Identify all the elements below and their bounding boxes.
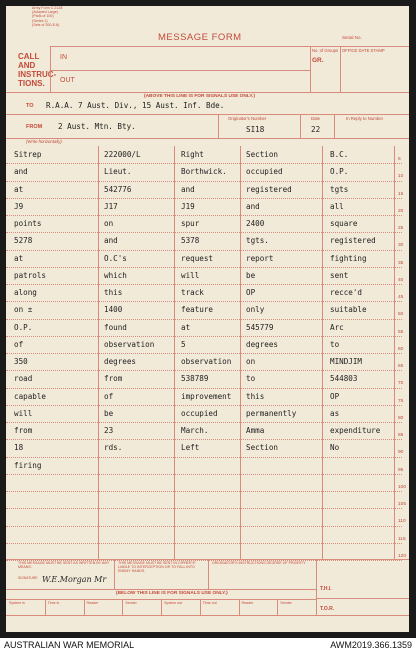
grid-row-rule [6,474,402,475]
message-word: 5 [181,339,186,349]
rule-in-out [50,70,310,71]
footer-column-label: System out [164,601,182,605]
message-word: J17 [104,201,118,211]
message-word: 544803 [330,374,358,384]
message-word: at [14,253,24,263]
message-word: spur [181,219,200,228]
message-word: will [181,270,200,280]
message-word: 5278 [14,236,33,246]
message-word: track [181,288,204,297]
from-label: FROM [26,124,43,130]
message-word: capable [14,391,47,401]
message-word: Section [246,150,279,159]
army-form-line: (Series 1) [32,18,48,23]
message-form-sheet [6,6,409,632]
row-number: 100 [398,484,407,490]
message-word: patrols [14,270,47,280]
date-value: 22 [311,125,321,134]
rule-footer-a [114,559,115,589]
serial-no-label: Serial No. [342,35,362,40]
archive-caption-bar [0,638,416,653]
army-form-reference [32,6,62,27]
message-word: Left [181,443,200,453]
footer-column-rule [161,599,162,615]
footer-column-label: Reader [241,601,254,605]
grid-row-rule [6,250,402,251]
row-number: 65 [398,364,404,369]
rule-to [6,114,409,115]
grid-row-rule [6,508,402,509]
grid-row-rule [6,284,402,285]
row-number: 25 [398,226,404,231]
message-word: square [330,219,358,228]
grid-row-rule [6,163,402,164]
message-word: tgts [330,184,349,194]
grid-row-rule [6,232,402,233]
army-form-line: (Adopted Large) [32,10,58,15]
message-word: OP [246,288,256,297]
message-word: of [104,391,114,401]
message-word: from [104,374,123,384]
row-number: 85 [398,433,404,438]
footer-column-rule [200,599,201,615]
grid-right-rule [394,146,395,560]
message-word: road [14,374,33,384]
message-word: this [104,288,123,297]
row-number: 5 [398,157,401,162]
message-word: be [246,270,256,280]
rule-date-divider [300,114,301,138]
above-line-notice: (ABOVE THIS LINE IS FOR SIGNALS USE ONLY.) [144,94,255,99]
message-word: all [330,201,344,211]
rule-orig-divider [218,114,219,138]
message-word: tgts. [246,236,269,246]
grid-row-rule [6,439,402,440]
grid-row-rule [6,319,402,320]
message-word: along [14,288,37,297]
message-word: report [246,253,274,263]
footer-column-rule [277,599,278,615]
message-word: which [104,270,127,280]
message-word: 538789 [181,374,209,384]
grid-row-rule [6,543,402,544]
row-number: 30 [398,243,404,249]
footer-column-rule [239,599,240,615]
call-label-line: AND [18,61,36,70]
message-word: observation [181,357,232,366]
message-word: be [104,408,114,418]
signature-label: SIGNATURE [18,576,38,580]
gr-label: GR. [312,57,324,64]
message-word: occupied [181,408,218,418]
grid-row-rule [6,215,402,216]
message-word: 350 [14,357,28,366]
message-word: J19 [181,201,195,211]
message-word: from [14,426,33,435]
message-word: rds. [104,443,123,453]
grid-column-rule [174,146,175,560]
rule-footer-b [208,559,209,589]
rule-footer-c [316,559,317,615]
message-word: recce'd [330,288,363,297]
grid-row-rule [6,181,402,182]
message-word: suitable [330,305,367,315]
message-word: to [246,374,256,384]
message-word: on [104,219,114,228]
message-word: of [14,339,24,349]
signature-handwritten: W.E.Morgan Mr [42,575,107,584]
row-number: 15 [398,191,404,197]
row-number: 40 [398,277,404,283]
message-word: 545779 [246,322,274,332]
rule-below-signature [6,589,316,590]
row-number: 20 [398,208,404,214]
rule-top [50,46,409,47]
row-number: 120 [398,553,407,559]
message-word: Section [246,443,279,453]
message-word: 1400 [104,305,123,315]
message-word: and [14,167,28,177]
row-number: 90 [398,450,404,456]
in-label: IN [60,54,67,61]
message-word: and [104,236,118,246]
message-word: observation [104,339,155,349]
originators-number-value: SI18 [246,125,265,134]
out-label: OUT [60,77,75,84]
message-word: this [246,391,265,401]
message-word: degrees [246,339,279,349]
army-form-line: (Pads of 100) [32,14,54,19]
message-word: 18 [14,443,24,453]
rule-groups-divider [310,46,311,92]
footer-column-rule [122,599,123,615]
message-word: points [14,219,42,228]
call-label-line: TIONS. [18,79,45,88]
footer-column-label: Time in [47,601,60,605]
grid-row-rule [6,422,402,423]
rule-footer-bottom [6,615,409,616]
grid-column-rule [98,146,99,560]
rule-call-divider [50,46,51,92]
grid-row-rule [6,267,402,268]
message-word: occupied [246,167,283,177]
message-word: Amma [246,426,265,435]
message-word: expenditure [330,426,381,435]
grid-row-rule [6,526,402,527]
message-word: Sitrep [14,150,42,159]
grid-column-rule [322,146,323,560]
write-horizontally-label: (Write horizontally) [26,139,62,144]
message-word: and [181,184,195,194]
message-word: only [246,305,265,315]
rule-below-header [6,92,409,93]
caption-institution: AUSTRALIAN WAR MEMORIAL [4,640,135,650]
grid-row-rule [6,198,402,199]
row-number: 80 [398,415,404,421]
grid-row-rule [6,370,402,371]
caption-accession-number: AWM2019.366.1359 [330,640,412,650]
office-date-stamp-label: OFFICE DATE STAMP [342,48,385,53]
grid-row-rule [6,388,402,389]
message-word: J9 [14,201,24,211]
message-word: request [181,253,214,263]
message-word: degrees [104,357,137,366]
message-word: OP [330,391,340,401]
row-number: 50 [398,312,404,318]
call-label-line: CALL [18,52,40,61]
rule-reply-divider [334,114,335,138]
message-word: 542776 [104,184,132,194]
message-word: at [14,184,24,194]
row-number: 35 [398,260,404,266]
row-number: 105 [398,502,407,507]
message-word: firing [14,460,42,470]
rule-from [6,138,409,139]
from-value: 2 Aust. Mtn. Bty. [58,122,136,131]
message-word: feature [181,305,214,315]
message-word: O.P. [330,167,349,177]
footer-column-rule [45,599,46,615]
message-word: B.C. [330,150,349,159]
message-word: registered [246,184,292,194]
rule-stamp-divider [340,46,341,92]
message-word: 5378 [181,236,200,246]
message-word: registered [330,236,376,246]
army-form-line: (Sets of 200-E-6) [32,22,60,27]
message-word: 2400 [246,219,265,228]
footer-column-label: Sender [125,601,137,605]
row-number: 55 [398,329,404,335]
grid-row-rule [6,457,402,458]
message-word: 222000/L [104,150,141,159]
message-word: O.C's [104,253,127,263]
message-word: March. [181,426,209,435]
footer-column-label: Time out [202,601,217,605]
footer-column-rule [84,599,85,615]
message-word: on ± [14,305,33,315]
row-number: 115 [398,536,406,542]
in-reply-label: In Reply to Number [346,116,384,121]
rule-thi [316,598,409,599]
grid-row-rule [6,301,402,302]
message-word: and [246,201,260,211]
row-number: 95 [398,467,404,473]
message-word: fighting [330,253,367,263]
message-word: found [104,322,127,332]
message-word: Right [181,150,204,159]
row-number: 75 [398,398,404,404]
footer-left-note: THIS MESSAGE MUST BE SENT AS WRITTEN BY ANY MEANS. [18,561,110,570]
no-of-groups-label: No. of Groups [312,48,339,53]
call-label-line: INSTRUC- [18,70,57,79]
grid-row-rule [6,336,402,337]
army-form-line: Army Form C.2128 [32,6,63,10]
grid-column-rule [240,146,241,560]
originators-number-label: Originator's Number [228,116,267,121]
grid-row-rule [6,353,402,354]
footer-right-note: ORIGINATOR'S INSTRUCTIONS DEGREE OF PRIORITY [212,561,306,565]
tor-label: T.O.R. [320,606,335,612]
message-word: to [330,339,340,349]
row-number: 60 [398,346,404,352]
message-word: 23 [104,426,114,435]
row-number: 45 [398,295,404,300]
grid-row-rule [6,491,402,492]
to-label: TO [26,103,34,109]
message-word: O.P. [14,322,33,332]
footer-column-label: Sender [280,601,292,605]
message-word: at [181,322,191,332]
row-number: 70 [398,381,404,387]
row-number: 10 [398,174,404,180]
message-word: will [14,408,33,418]
footer-column-label: System in [9,601,25,605]
message-word: on [246,357,256,366]
date-label: Date [311,116,321,121]
message-word: MINDJIM [330,357,363,366]
thi-label: T.H.I. [320,586,332,592]
message-word: permanently [246,408,297,418]
grid-row-rule [6,405,402,406]
message-word: as [330,408,340,418]
footer-column-label: Reader [86,601,99,605]
form-title: MESSAGE FORM [158,32,242,43]
row-number: 110 [398,519,406,525]
message-word: No [330,443,340,453]
message-word: Lieut. [104,167,132,177]
to-value: R.A.A. 7 Aust. Div., 15 Aust. Inf. Bde. [46,101,225,110]
message-word: sent [330,270,349,280]
message-word: Borthwick. [181,167,227,177]
message-word: Arc [330,322,344,332]
footer-mid-note: THIS MESSAGE MUST BE SENT IN CIPHER IF LIABLE TO INTERCEPTION OR TO FALL INTO ENEMY HANDS. [118,561,196,574]
below-line-notice: (BELOW THIS LINE IS FOR SIGNALS USE ONLY.) [116,591,228,596]
message-word: improvement [181,391,232,401]
